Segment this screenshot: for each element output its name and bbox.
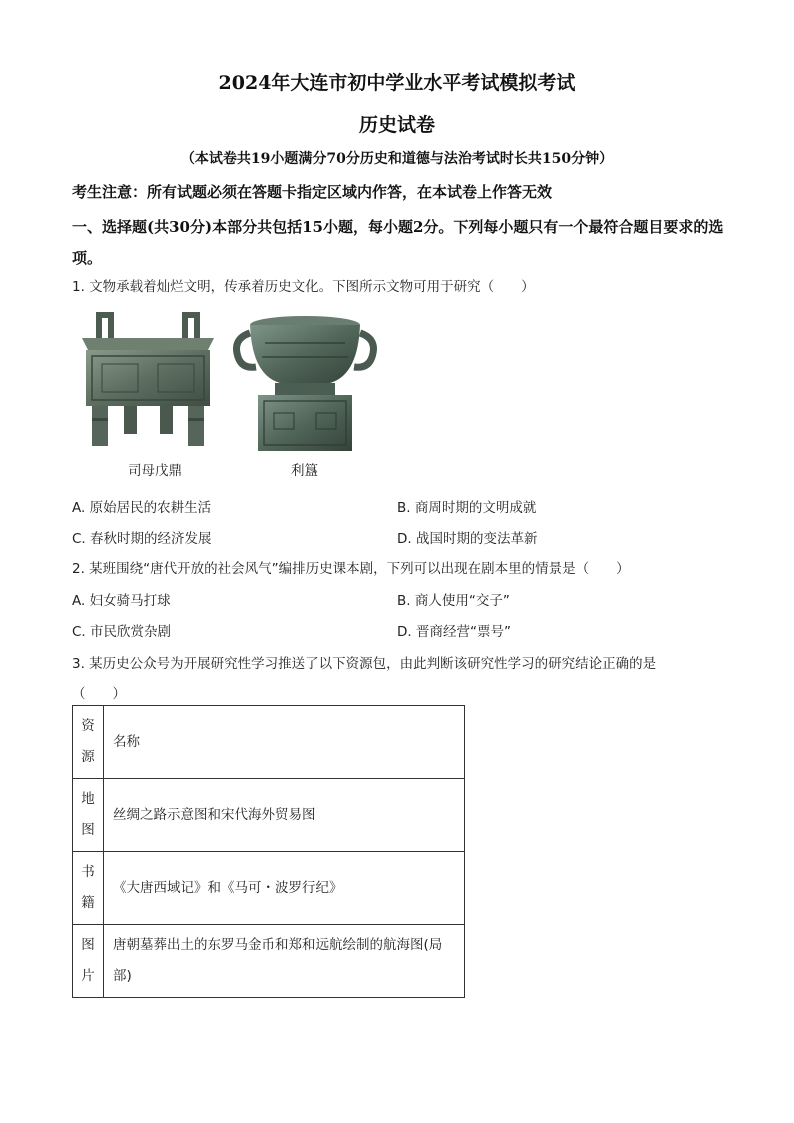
q1-option-c[interactable]: C. 春秋时期的经济发展	[72, 531, 212, 547]
key-char: 片	[81, 968, 95, 984]
question-2-stem: 2. 某班围绕“唐代开放的社会风气”编排历史课本剧，下列可以出现在剧本里的情景是（ ）	[72, 561, 630, 577]
q1-option-a[interactable]: A. 原始居民的农耕生活	[72, 500, 212, 516]
q1-option-b[interactable]: B. 商周时期的文明成就	[397, 500, 537, 516]
exam-note: （本试卷共19小题满分70分历史和道德与法治考试时长共150分钟）	[180, 151, 614, 167]
key-char: 书	[81, 864, 95, 880]
q1-option-d[interactable]: D. 战国时期的变法革新	[397, 531, 538, 547]
question-3-stem: 3. 某历史公众号为开展研究性学习推送了以下资源包，由此判断该研究性学习的研究结论正确的是	[72, 656, 657, 672]
resource-table	[72, 705, 465, 998]
li-gui-image	[230, 305, 380, 455]
key-char: 籍	[81, 895, 95, 911]
gui-caption: 利簋	[291, 463, 318, 479]
q2-option-d[interactable]: D. 晋商经营“票号”	[397, 624, 511, 640]
key-char: 图	[81, 822, 95, 838]
exam-subtitle: 历史试卷	[358, 114, 435, 136]
table-row	[73, 852, 465, 925]
table-value-cell: 《大唐西域记》和《马可・波罗行纪》	[104, 852, 465, 925]
q2-option-c[interactable]: C. 市民欣赏杂剧	[72, 624, 172, 640]
table-key-cell	[73, 852, 104, 925]
candidate-notice: 考生注意：所有试题必须在答题卡指定区域内作答，在本试卷上作答无效	[72, 183, 553, 201]
table-value-cell: 名称	[104, 706, 465, 779]
cell-line: 部)	[113, 968, 132, 984]
q2-option-a[interactable]: A. 妇女骑马打球	[72, 593, 171, 609]
ding-caption: 司母戊鼎	[128, 463, 182, 479]
question-1-stem: 1. 文物承载着灿烂文明，传承着历史文化。下图所示文物可用于研究（ ）	[72, 279, 535, 295]
simuwu-ding-image	[78, 308, 218, 456]
key-char: 图	[81, 937, 95, 953]
table-key-cell	[73, 779, 104, 852]
table-row	[73, 706, 465, 779]
exam-title: 2024年大连市初中学业水平考试模拟考试	[218, 72, 576, 94]
key-char: 地	[81, 791, 95, 807]
q2-option-b[interactable]: B. 商人使用“交子”	[397, 593, 510, 609]
table-row	[73, 779, 465, 852]
key-char: 资	[81, 718, 95, 734]
cell-line: 唐朝墓葬出土的东罗马金币和郑和远航绘制的航海图(局	[113, 937, 443, 953]
table-key-cell	[73, 925, 104, 998]
table-value-cell: 丝绸之路示意图和宋代海外贸易图	[104, 779, 465, 852]
key-char: 源	[81, 749, 95, 765]
table-row	[73, 925, 465, 998]
table-key-cell	[73, 706, 104, 779]
question-3-stem-cont: （ ）	[72, 686, 126, 702]
table-value-cell	[104, 925, 465, 998]
section-heading: 一、选择题(共30分)本部分共包括15小题，每小题2分。下列每小题只有一个最符合题目要求的选项。	[72, 218, 724, 267]
